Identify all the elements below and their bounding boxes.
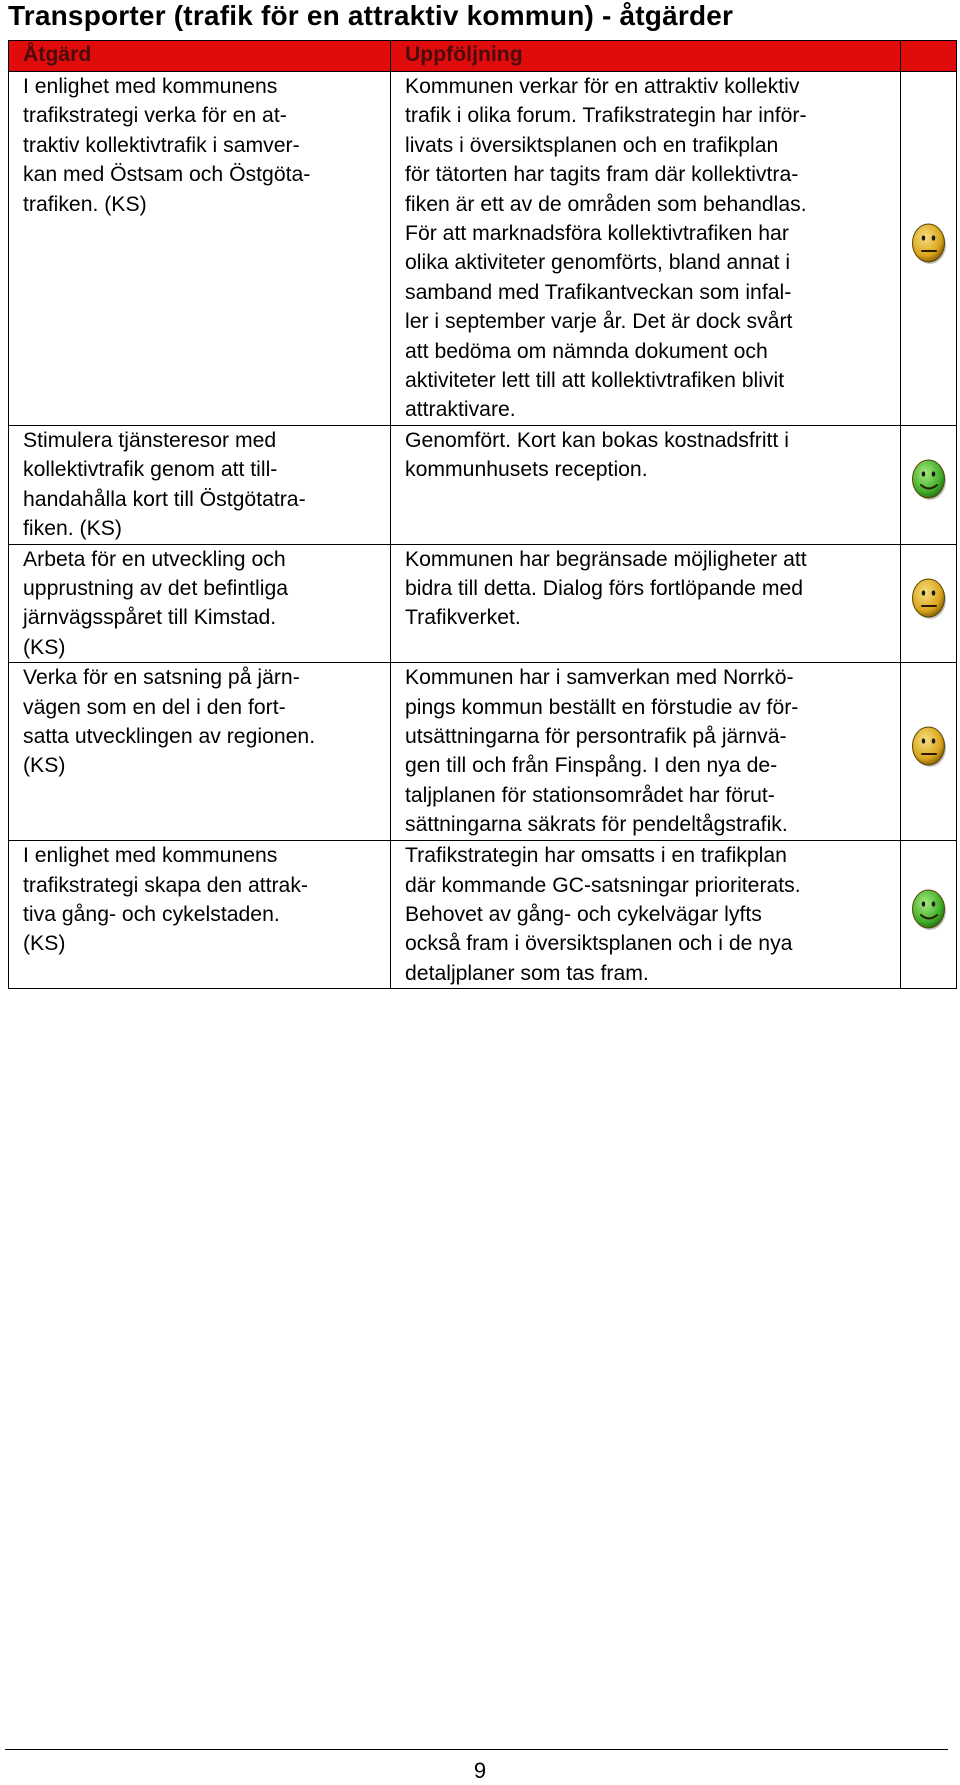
measure-cell: I enlighet med kommunens trafikstrategi skapa den attrak- tiva gång- och cykelstaden. (KS) xyxy=(9,841,391,989)
neutral-face-icon xyxy=(911,725,947,769)
followup-cell: Trafikstrategin har omsatts i en trafikplan där kommande GC-satsningar prioriterats. Behovet av gång- och cykelvägar lyfts också fram i översiktsplanen och i de nya detaljplaner som tas fram. xyxy=(391,841,901,989)
table-row xyxy=(9,72,957,426)
measure-cell: Stimulera tjänsteresor med kollektivtrafik genom att till- handahålla kort till Östgötatra- fiken. (KS) xyxy=(9,425,391,544)
header-status xyxy=(901,41,957,72)
status-cell xyxy=(901,544,957,663)
table-row xyxy=(9,425,957,544)
status-cell xyxy=(901,425,957,544)
status-cell xyxy=(901,72,957,426)
table-row xyxy=(9,841,957,989)
footer-divider xyxy=(5,1749,948,1750)
header-measure: Åtgärd xyxy=(9,41,391,72)
neutral-face-icon xyxy=(911,222,947,266)
measure-cell: I enlighet med kommunens trafikstrategi verka för en at- traktiv kollektivtrafik i samver- kan med Östsam och Östgöta- trafiken. (KS) xyxy=(9,72,391,426)
status-cell xyxy=(901,841,957,989)
smiley-face-icon xyxy=(911,458,947,502)
neutral-face-icon xyxy=(911,577,947,621)
page-title: Transporter (trafik för en attraktiv kommun) - åtgärder xyxy=(8,0,734,31)
smiley-face-icon xyxy=(911,888,947,932)
followup-cell: Kommunen har i samverkan med Norrkö- pings kommun beställt en förstudie av för- utsättningarna för persontrafik på järnvä- gen till och från Finspång. I den nya de- taljplanen för stationsområdet har förut- sättningarna säkrats för pendeltågstrafik. xyxy=(391,663,901,841)
followup-cell: Genomfört. Kort kan bokas kostnadsfritt i kommunhusets reception. xyxy=(391,425,901,544)
measure-cell: Verka för en satsning på järn- vägen som en del i den fort- satta utvecklingen av regionen. (KS) xyxy=(9,663,391,841)
measures-table xyxy=(8,40,957,989)
table-row xyxy=(9,663,957,841)
followup-cell: Kommunen verkar för en attraktiv kollektiv trafik i olika forum. Trafikstrategin har inför- livats i översiktsplanen och en trafikplan för tätorten har tagits fram där kollektivtra- fiken är ett av de områden som behandlas. För att marknadsföra kollektivtrafiken har olika aktiviteter genomförts, bland annat i samband med Trafikantveckan som infal- ler i september varje år. Det är dock svårt att bedöma om nämnda dokument och aktiviteter lett till att kollektivtrafiken blivit attraktivare. xyxy=(391,72,901,426)
table-row xyxy=(9,544,957,663)
header-followup: Uppföljning xyxy=(391,41,901,72)
status-cell xyxy=(901,663,957,841)
page-number: 9 xyxy=(473,1758,487,1783)
measure-cell: Arbeta för en utveckling och upprustning av det befintliga järnvägsspåret till Kimstad. (KS) xyxy=(9,544,391,663)
table-header-row xyxy=(9,41,957,72)
followup-cell: Kommunen har begränsade möjligheter att bidra till detta. Dialog förs fortlöpande med Trafikverket. xyxy=(391,544,901,663)
